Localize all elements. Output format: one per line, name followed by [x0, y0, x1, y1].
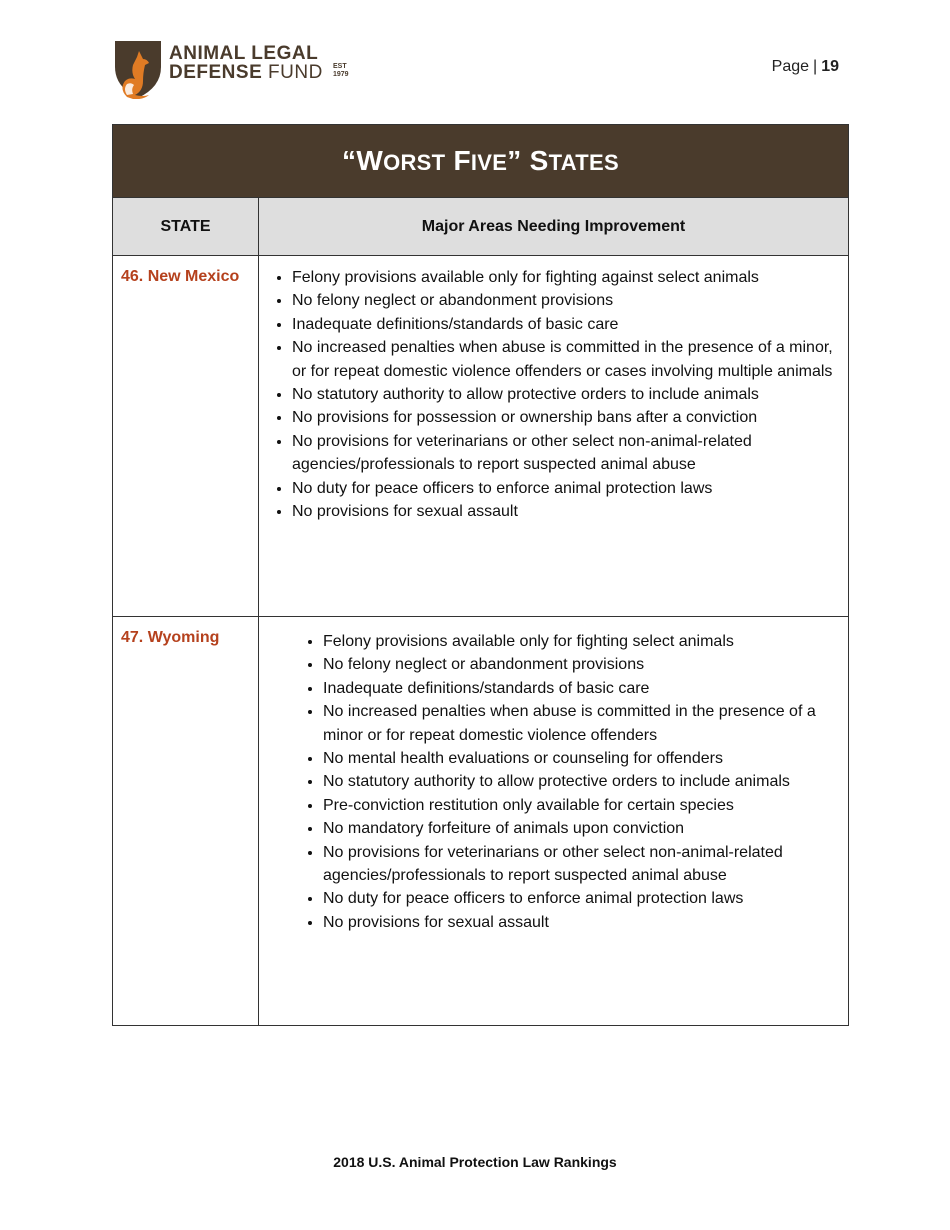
state-name: 46. New Mexico	[113, 256, 259, 617]
established-badge: EST 1979	[333, 63, 349, 78]
list-item: • No statutory authority to allow protective orders to include animals	[292, 383, 838, 406]
list-item: • Pre-conviction restitution only available for certain species	[323, 794, 838, 817]
improvement-list-cell	[259, 256, 849, 617]
improvement-list-cell	[259, 617, 849, 1026]
column-header-areas: Major Areas Needing Improvement	[259, 198, 849, 256]
list-item: • No felony neglect or abandonment provisions	[292, 289, 838, 312]
page-footer: 2018 U.S. Animal Protection Law Rankings	[333, 1154, 617, 1170]
list-item: • No felony neglect or abandonment provisions	[323, 653, 838, 676]
list-item: • Felony provisions available only for fighting against select animals	[292, 266, 838, 289]
table-row	[113, 256, 849, 617]
worst-five-states-table	[112, 124, 849, 1026]
list-item: • No provisions for possession or ownership bans after a conviction	[292, 406, 838, 429]
list-item: • No provisions for veterinarians or other select non-animal-related agencies/professionals to report suspected animal abuse	[292, 430, 838, 477]
org-name-line1: ANIMAL LEGAL	[169, 43, 319, 64]
list-item: • No duty for peace officers to enforce animal protection laws	[292, 477, 838, 500]
list-item: • No increased penalties when abuse is committed in the presence of a minor, or for repeat domestic violence offenders or cases involving multiple animals	[292, 336, 838, 383]
improvement-list	[259, 256, 848, 523]
list-item: • Felony provisions available only for fighting select animals	[323, 630, 838, 653]
list-item: • No provisions for sexual assault	[292, 500, 838, 523]
list-item: • No duty for peace officers to enforce animal protection laws	[323, 887, 838, 910]
list-item: • No increased penalties when abuse is committed in the presence of a minor or for repeat domestic violence offenders	[323, 700, 838, 747]
list-item: • No mental health evaluations or counseling for offenders	[323, 747, 838, 770]
fox-shield-icon	[113, 37, 163, 99]
state-name: 47. Wyoming	[113, 617, 259, 1026]
organization-logo	[113, 37, 363, 101]
list-item: • Inadequate definitions/standards of basic care	[323, 677, 838, 700]
table-row	[113, 617, 849, 1026]
list-item: • No mandatory forfeiture of animals upon conviction	[323, 817, 838, 840]
improvement-list	[259, 617, 848, 934]
list-item: • No provisions for veterinarians or other select non-animal-related agencies/professionals to report suspected animal abuse	[323, 841, 838, 888]
table-title: “WORST FIVE” STATES	[113, 125, 849, 198]
org-name-line2: DEFENSE FUND	[169, 62, 323, 83]
list-item: • No statutory authority to allow protective orders to include animals	[323, 770, 838, 793]
list-item: • Inadequate definitions/standards of basic care	[292, 313, 838, 336]
column-header-state: STATE	[113, 198, 259, 256]
list-item: • No provisions for sexual assault	[323, 911, 838, 934]
page-number: Page | 19	[771, 58, 839, 75]
